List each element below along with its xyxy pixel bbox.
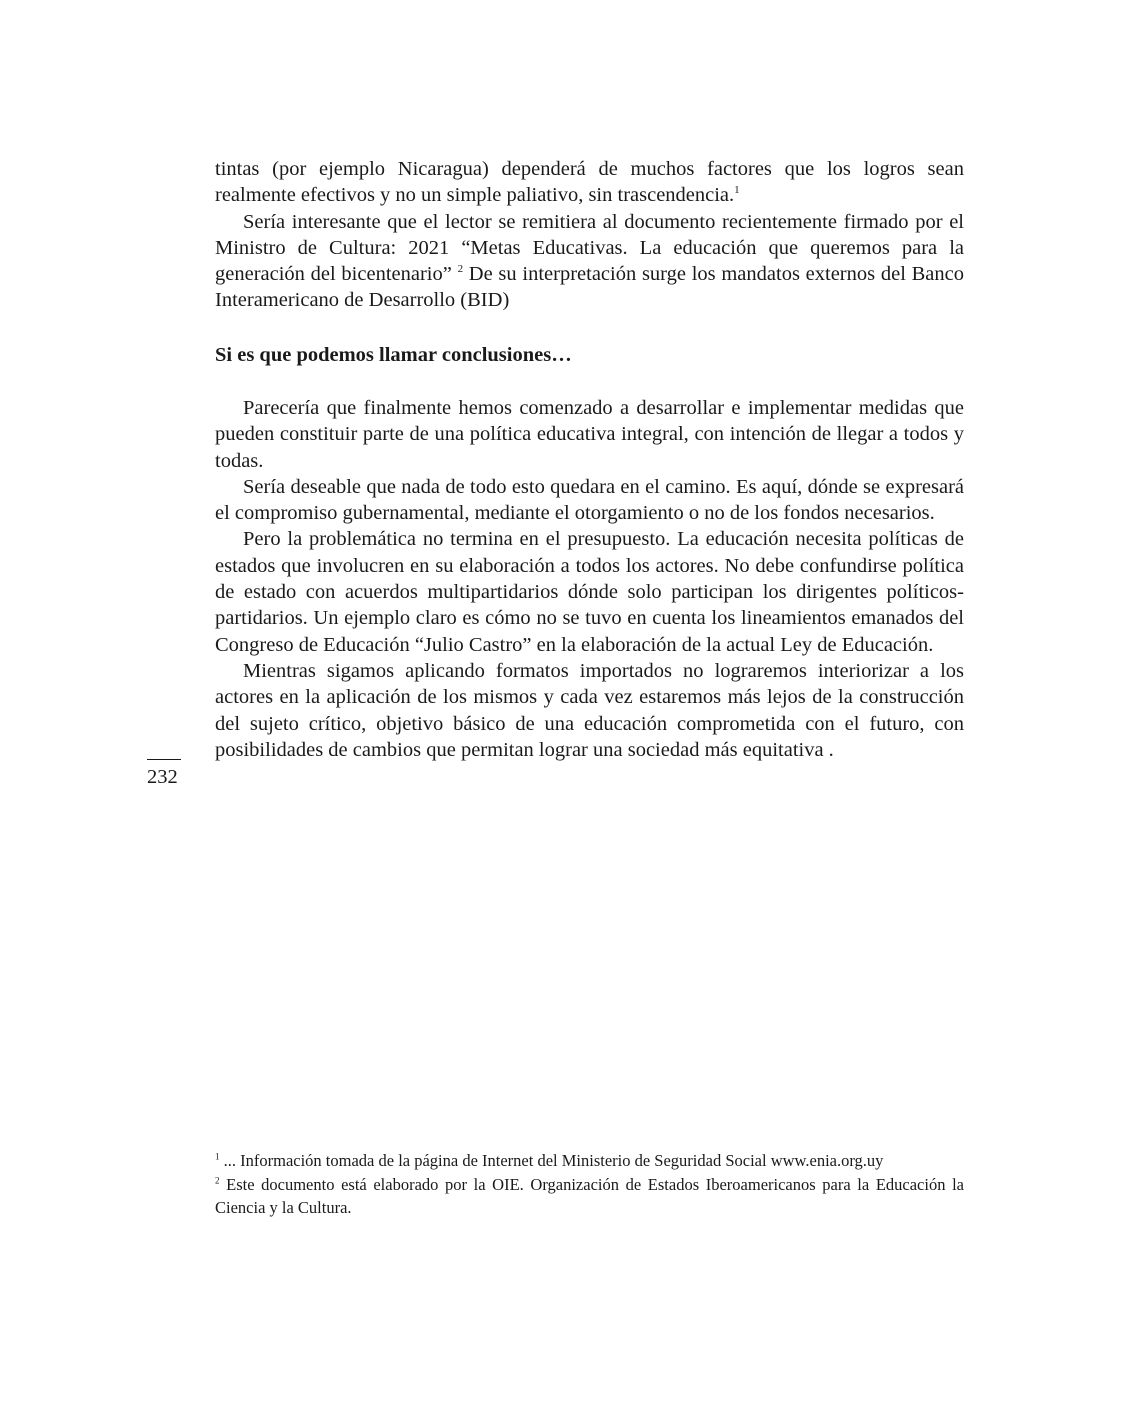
footnote-reference[interactable]: 1 bbox=[734, 184, 740, 197]
paragraph bbox=[215, 156, 964, 209]
page-number-rule bbox=[147, 759, 181, 760]
body-text-top bbox=[215, 156, 964, 314]
paragraph-text: Sería interesante que el lector se remitiera al documento recientemente firmado por el Ministro de Cultura: 2021 “Metas Educativas. La educación que queremos para la generación del bicentenario” bbox=[215, 210, 964, 286]
footnotes bbox=[215, 1149, 964, 1220]
footnote bbox=[215, 1149, 964, 1173]
footnote bbox=[215, 1173, 964, 1220]
body-text-main bbox=[215, 395, 964, 763]
paragraph-text: De su interpretación surge los mandatos externos del Banco Interamericano de Desarrollo (BID) bbox=[215, 263, 964, 312]
page-number: 232 bbox=[147, 766, 178, 788]
footnote-text: ... Información tomada de la página de Internet del Ministerio de Seguridad Social www.enia.org.uy bbox=[219, 1151, 884, 1170]
paragraph bbox=[215, 209, 964, 314]
footnote-mark: 2 bbox=[215, 1175, 220, 1185]
footnote-mark: 1 bbox=[215, 1151, 220, 1162]
footnote-text: Este documento está elaborado por la OIE. Organización de Estados Iberoamericanos para la Educación la Ciencia y la Cultura. bbox=[215, 1174, 964, 1217]
footnote-reference[interactable]: 2 bbox=[457, 263, 464, 276]
paragraph: Mientras sigamos aplicando formatos importados no lograremos interiorizar a los actores en la aplicación de los mismos y cada vez estaremos más lejos de la construcción del sujeto crítico, objetivo básico de una educación comprometida con el futuro, con posibilidades de cambios que permitan lograr una sociedad más equitativa . bbox=[215, 659, 964, 761]
paragraph-text: tintas (por ejemplo Nicaragua) dependerá de muchos factores que los logros sean realmente efectivos y no un simple paliativo, sin trascendencia. bbox=[215, 158, 964, 207]
section-heading: Si es que podemos llamar conclusiones… bbox=[215, 344, 572, 366]
paragraph: Pero la problemática no termina en el presupuesto. La educación necesita políticas de estados que involucren en su elaboración a todos los actores. No debe confundirse política de estado con acuerdos multipartidarios dónde solo participan los dirigentes políticos-partidarios. Un ejemplo claro es cómo no se tuvo en cuenta los lineamientos emanados del Congreso de Educación “Julio Castro” en la elaboración de la actual Ley de Educación. bbox=[215, 528, 964, 656]
paragraph: Sería deseable que nada de todo esto quedara en el camino. Es aquí, dónde se expresará el compromiso gubernamental, mediante el otorgamiento o no de los fondos necesarios. bbox=[215, 475, 964, 525]
paragraph: Parecería que finalmente hemos comenzado a desarrollar e implementar medidas que pueden constituir parte de una política educativa integral, con intención de llegar a todos y todas. bbox=[215, 397, 964, 472]
